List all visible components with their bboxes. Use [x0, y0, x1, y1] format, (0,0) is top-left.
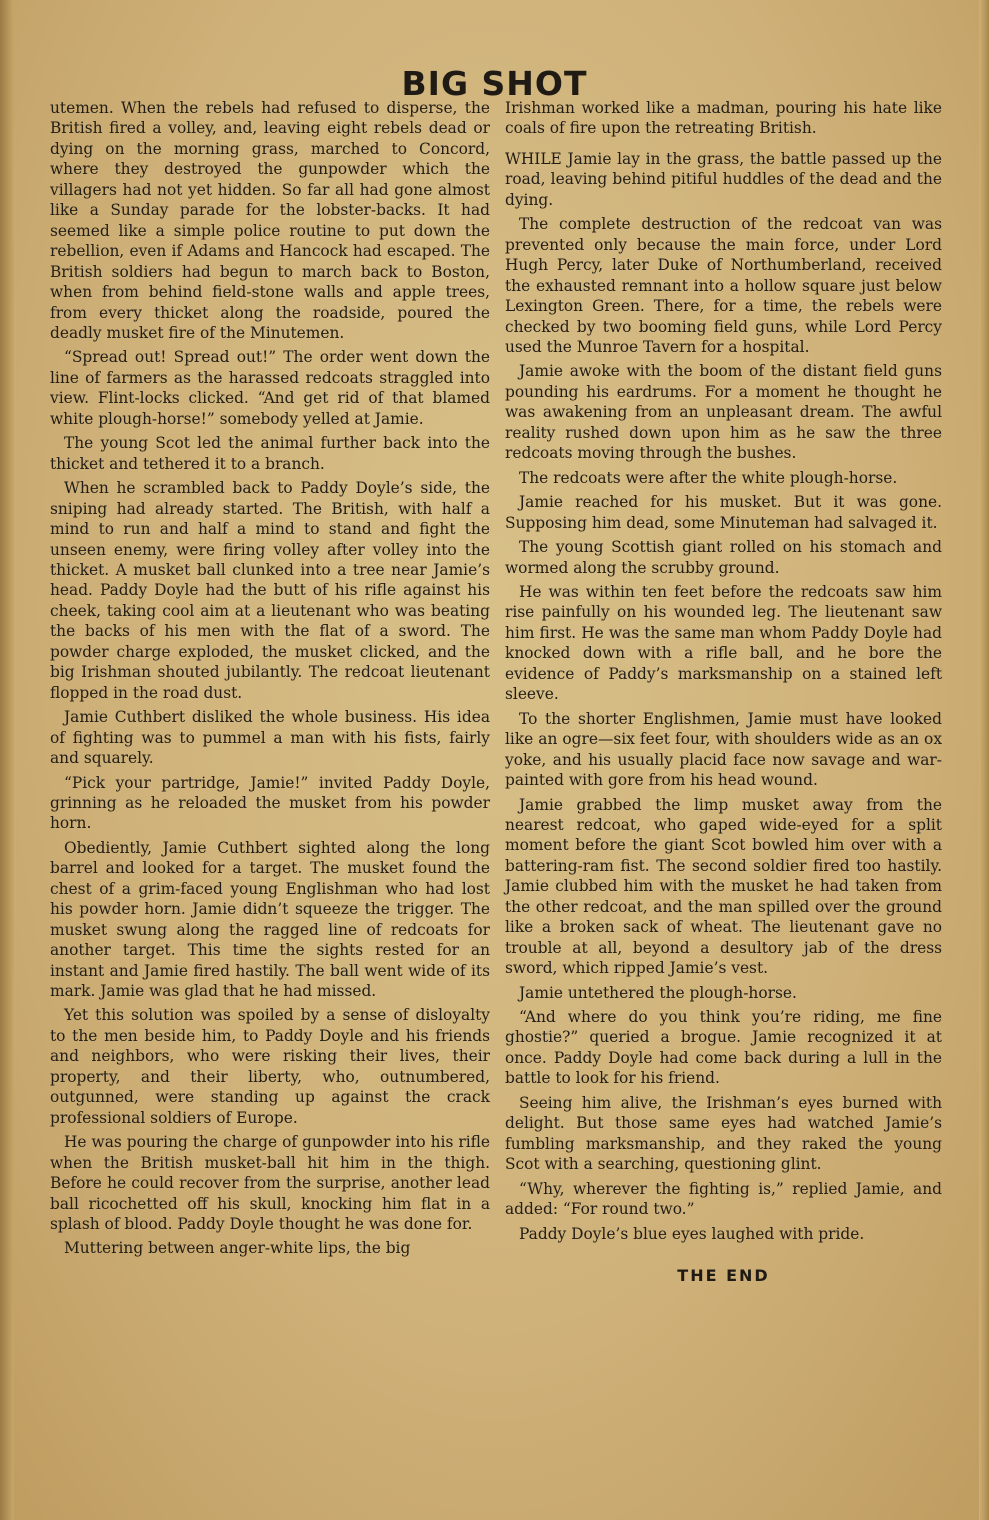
right-text-column: [505, 98, 942, 1286]
paragraph: When he scrambled back to Paddy Doyle’s side, the sniping had already started. The British, with half a mind to run and half a mind to stand and fight the unseen enemy, were firing volley after volley into the thicket. A musket ball clunked into a tree near Jamie’s head. Paddy Doyle had the butt of his rifle against his cheek, taking cool aim at a lieutenant who was beating the backs of his men with the flat of a sword. The powder charge exploded, the musket clicked, and the big Irishman shouted jubilantly. The redcoat lieutenant flopped in the road dust.: [50, 479, 490, 702]
paragraph: Paddy Doyle’s blue eyes laughed with pride.: [519, 1224, 865, 1243]
paragraph: Jamie awoke with the boom of the distant field guns pounding his eardrums. For a moment he thought he was awakening from an unpleasant dream. The awful reality rushed down upon him as he saw the three redcoats moving through the bushes.: [505, 362, 942, 463]
paragraph: Yet this solution was spoiled by a sense of disloyalty to the men beside him, to Paddy Doyle and his friends and neighbors, who were risking their lives, their property, and their liberty, who, outnumbered, outgunned, were standing up against the crack professional soldiers of Europe.: [50, 1006, 490, 1127]
paragraph: To the shorter Englishmen, Jamie must have looked like an ogre—six feet four, with shoulders wide as an ox yoke, and his usually placid face now savage and war-painted with gore from his head wound.: [505, 709, 942, 790]
paragraph: Jamie untethered the plough-horse.: [519, 983, 797, 1002]
paragraph: The young Scot led the animal further back into the thicket and tethered it to a branch.: [50, 434, 490, 473]
paragraph: “Pick your partridge, Jamie!” invited Paddy Doyle, grinning as he reloaded the musket from his powder horn.: [50, 773, 490, 833]
paragraph: WHILE Jamie lay in the grass, the battle passed up the road, leaving behind pitiful huddles of the dead and the dying.: [505, 149, 942, 209]
paragraph: The complete destruction of the redcoat van was prevented only because the main force, under Lord Hugh Percy, later Duke of Northumberland, received the exhausted remnant into a hollow square just below Lexington Green. There, for a time, the rebels were checked by two booming field guns, while Lord Percy used the Munroe Tavern for a hospital.: [505, 215, 942, 356]
paragraph: Obediently, Jamie Cuthbert sighted along the long barrel and looked for a target. The musket found the chest of a grim-faced young Englishman who had lost his powder horn. Jamie didn’t squeeze the trigger. The musket swung along the ragged line of redcoats for another target. This time the sights rested for an instant and Jamie fired hastily. The ball went wide of its mark. Jamie was glad that he had missed.: [50, 838, 490, 1001]
paragraph: He was pouring the charge of gunpowder into his rifle when the British musket-ball hit him in the thigh. Before he could recover from the surprise, another lead ball ricochetted off his skull, knocking him flat in a splash of blood. Paddy Doyle thought he was done for.: [50, 1133, 490, 1234]
paragraph: utemen. When the rebels had refused to disperse, the British fired a volley, and, leaving eight rebels dead or dying on the morning grass, marched to Concord, where they destroyed the gunpowder which the villagers had not yet hidden. So far all had gone almost like a Sunday parade for the lobster-backs. It had seemed like a simple police routine to put down the rebellion, even if Adams and Hancock had escaped. The British soldiers had begun to march back to Boston, when from behind field-stone walls and apple trees, from every thicket along the roadside, poured the deadly musket fire of the Minutemen.: [50, 99, 490, 342]
page-right-edge: [979, 0, 989, 1520]
paragraph: “Why, wherever the fighting is,” replied Jamie, and added: “For round two.”: [505, 1179, 942, 1219]
paragraph: Jamie Cuthbert disliked the whole business. His idea of fighting was to pummel a man with his fists, fairly and squarely.: [50, 708, 490, 768]
paragraph: “Spread out! Spread out!” The order went down the line of farmers as the harassed redcoats straggled into view. Flint-locks clicked. “And get rid of that blamed white plough-horse!” somebody yelled at Jamie.: [50, 348, 490, 428]
paragraph: Jamie reached for his musket. But it was gone. Supposing him dead, some Minuteman had salvaged it.: [505, 493, 942, 532]
paragraph: Irishman worked like a madman, pouring his hate like coals of fire upon the retreating British.: [505, 99, 942, 138]
paragraph: Muttering between anger-white lips, the big: [64, 1239, 411, 1258]
paragraph: He was within ten feet before the redcoats saw him rise painfully on his wounded leg. The lieutenant saw him first. He was the same man whom Paddy Doyle had knocked down with a rifle ball, and he bore the evidence of Paddy’s marksmanship on a stained left sleeve.: [505, 582, 942, 704]
page-title: BIG SHOT: [401, 64, 588, 103]
left-text-column: [50, 98, 490, 1263]
paragraph: The young Scottish giant rolled on his stomach and wormed along the scrubby ground.: [505, 538, 942, 577]
paragraph: Seeing him alive, the Irishman’s eyes burned with delight. But those same eyes had watched Jamie’s fumbling marksmanship, and they raked the young Scot with a searching, questioning glint.: [505, 1093, 942, 1174]
paragraph: “And where do you think you’re riding, me fine ghostie?” queried a brogue. Jamie recognized it at once. Paddy Doyle had come back during a lull in the battle to look for his friend.: [505, 1008, 942, 1088]
paragraph: The redcoats were after the white plough-horse.: [519, 468, 898, 487]
the-end-label: THE END: [677, 1266, 770, 1286]
paragraph: Jamie grabbed the limp musket away from the nearest redcoat, who gaped wide-eyed for a split moment before the giant Scot bowled him over with a battering-ram fist. The second soldier fired too hastily. Jamie clubbed him with the musket he had taken from the other redcoat, and the man spilled over the ground like a broken sack of wheat. The lieutenant gave no trouble at all, beyond a desultory jab of the dress sword, which ripped Jamie’s vest.: [505, 795, 942, 978]
page-left-edge: [0, 0, 14, 1520]
